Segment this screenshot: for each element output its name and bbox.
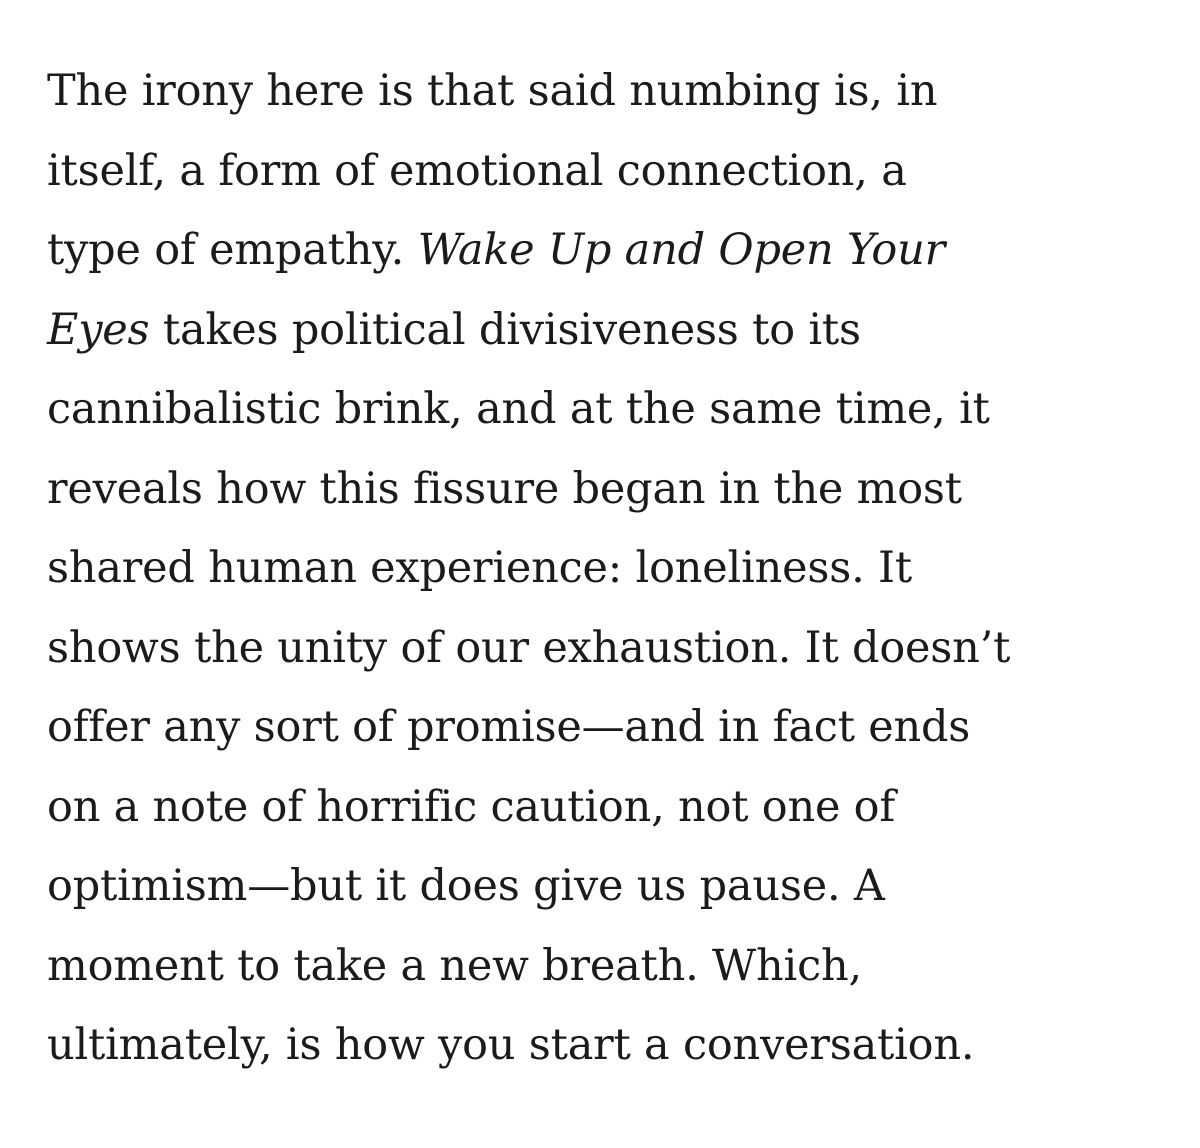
- text-line: ultimately, is how you start a conversation.: [47, 1020, 975, 1070]
- text-line: shared human experience: loneliness. It: [47, 543, 912, 593]
- text-line: on a note of horrific caution, not one of: [47, 781, 896, 832]
- text-segment: takes political divisiveness to its: [149, 304, 861, 355]
- text-line: [47, 211, 1157, 291]
- text-line: cannibalistic brink, and at the same time, it: [47, 384, 990, 434]
- text-line: itself, a form of emotional connection, a: [47, 145, 907, 196]
- book-title-italic: Eyes: [47, 304, 150, 355]
- text-segment: type of empathy.: [47, 225, 418, 275]
- text-line: optimism—but it does give us pause. A: [47, 861, 885, 911]
- text-line: reveals how this fissure began in the most: [47, 463, 962, 514]
- text-line: offer any sort of promise—and in fact ends: [47, 702, 971, 752]
- text-line: shows the unity of our exhaustion. It doesn’t: [47, 622, 1011, 673]
- book-title-italic: Wake Up and Open Your: [417, 225, 945, 275]
- article-paragraph: [47, 52, 1157, 1086]
- text-line: The irony here is that said numbing is, in: [47, 66, 938, 116]
- text-line: moment to take a new breath. Which,: [47, 940, 862, 991]
- text-line: [47, 291, 1157, 371]
